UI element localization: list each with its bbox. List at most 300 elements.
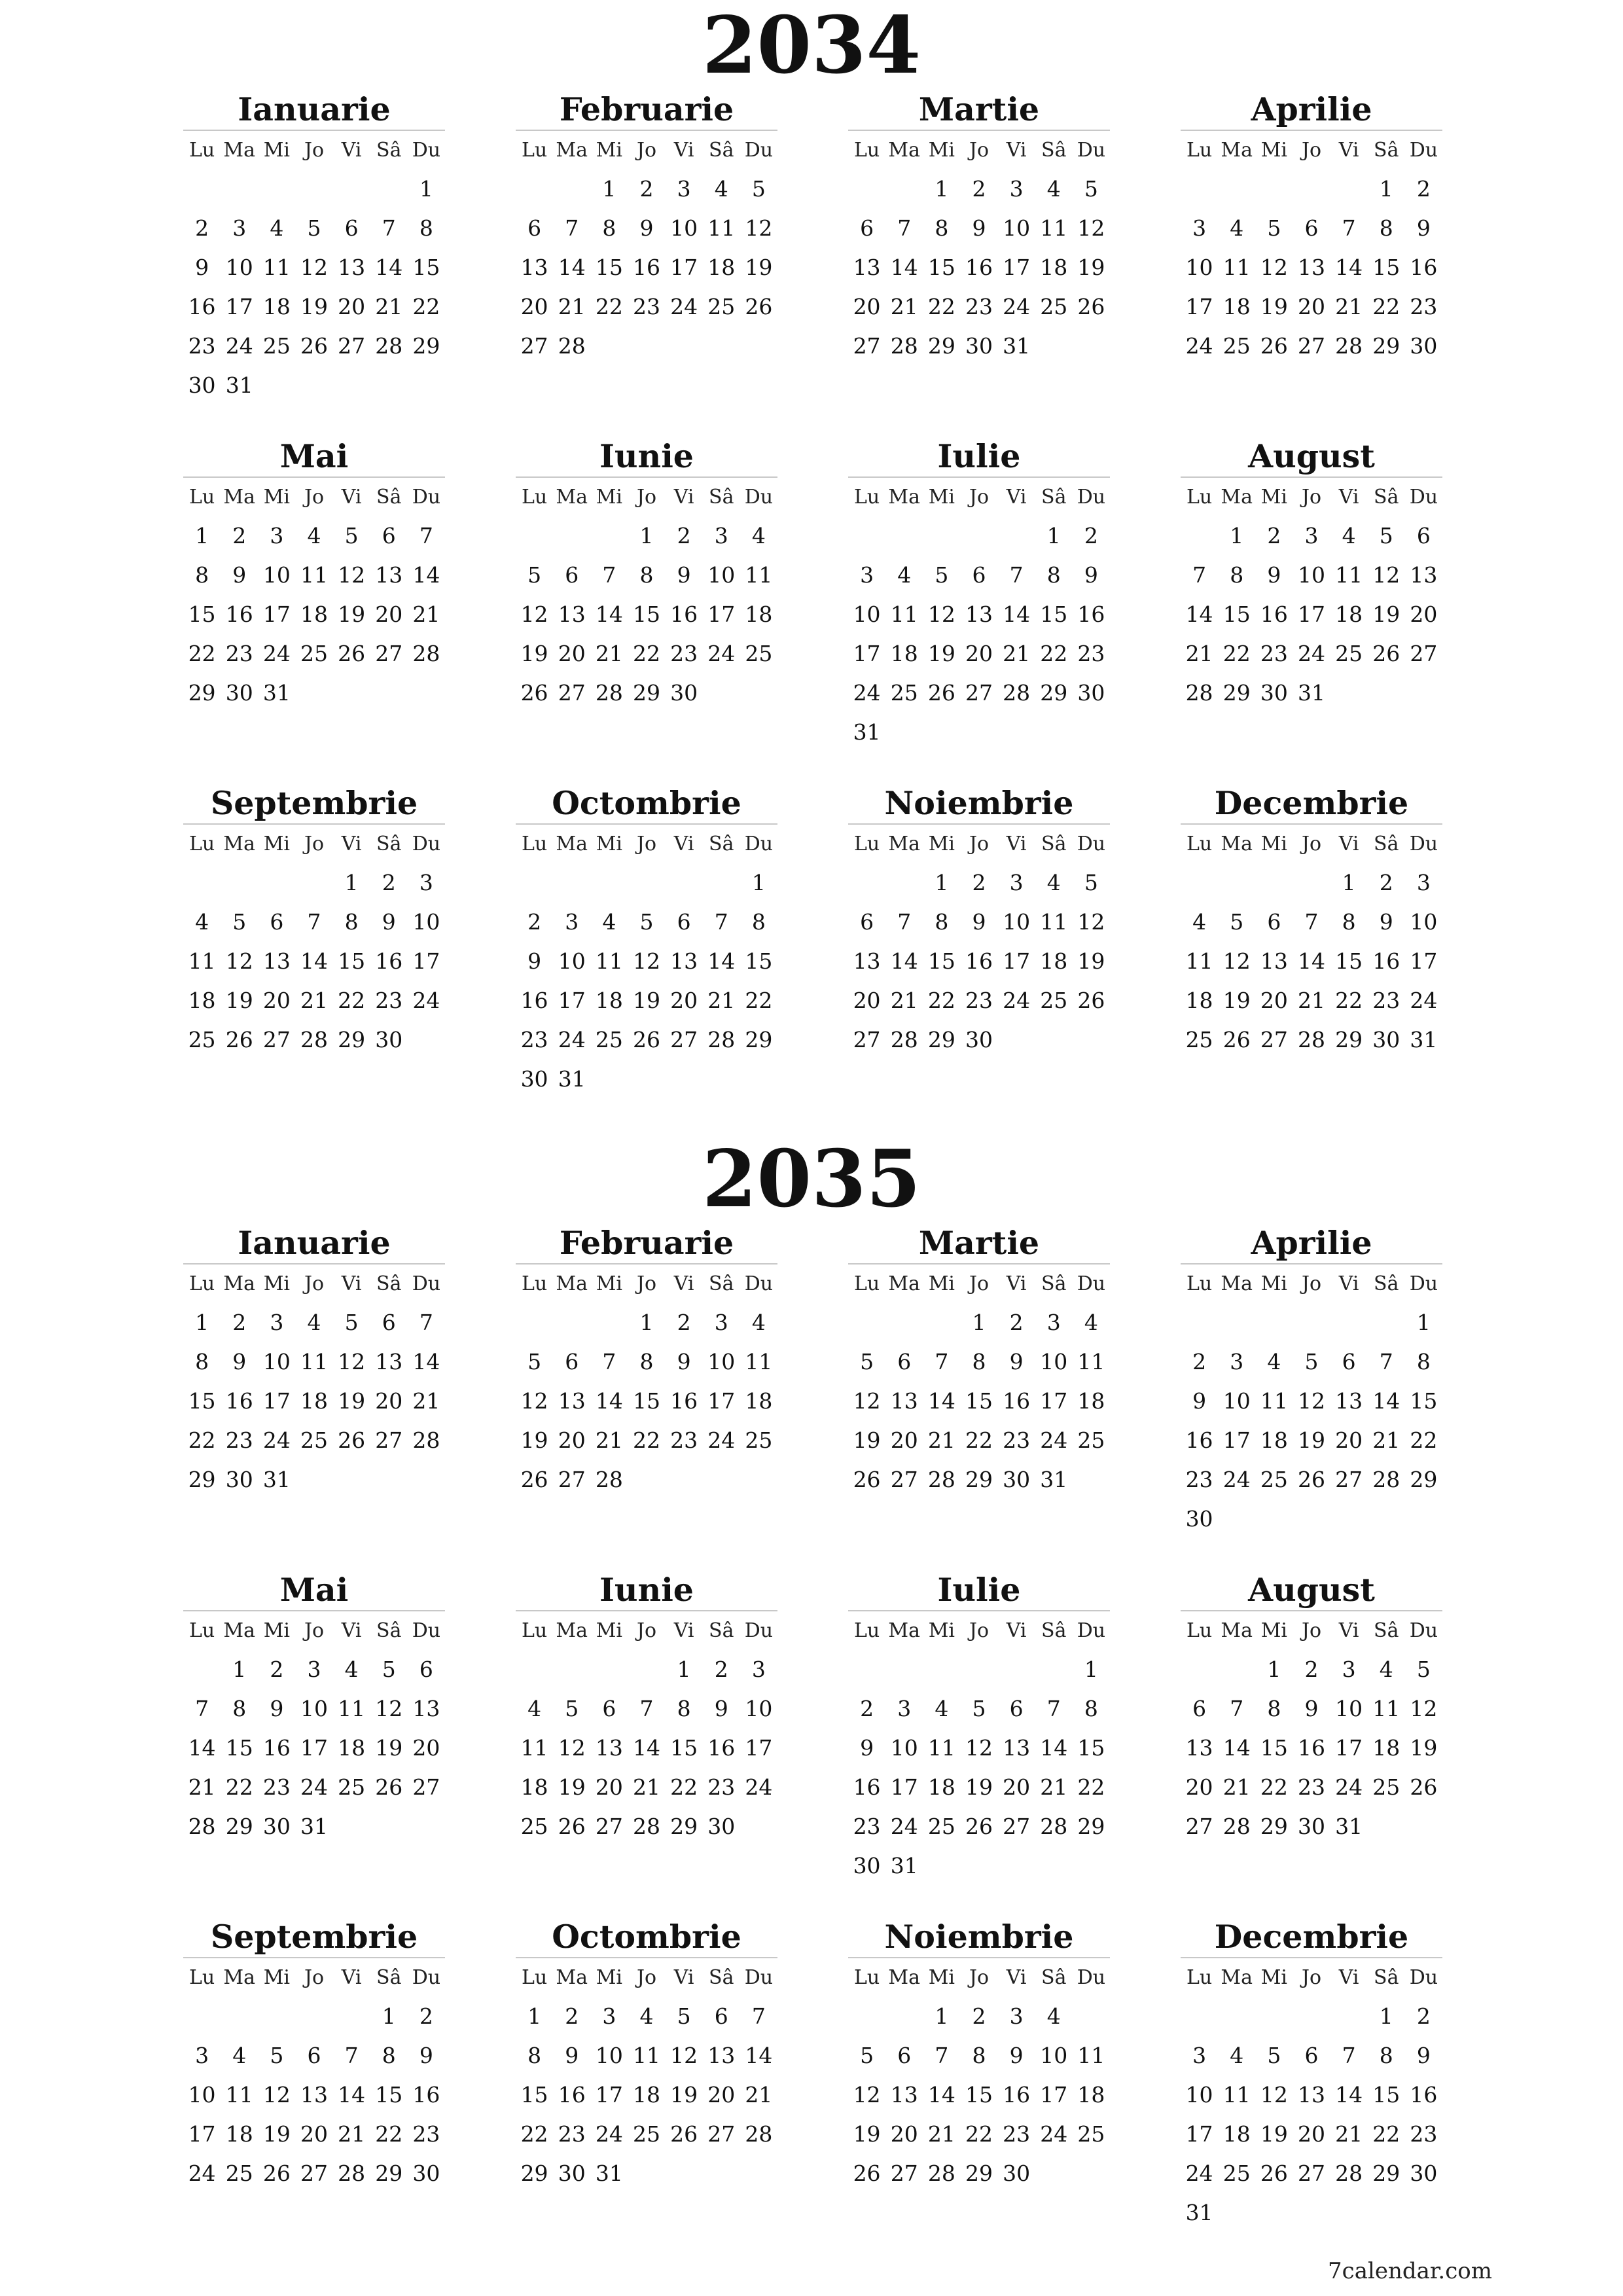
day-cell (1293, 1499, 1330, 1538)
weekday-header-row (848, 825, 1110, 863)
day-cell: 19 (1297, 1427, 1325, 1453)
day-cell: 25 (300, 640, 328, 666)
month-table (516, 1611, 777, 1846)
day-cell (333, 1806, 370, 1846)
day-cell: 4 (751, 1309, 766, 1335)
day-cell: 15 (1335, 948, 1363, 974)
week-row (848, 1728, 1110, 1767)
day-cell (1368, 1499, 1405, 1538)
week-row (848, 1649, 1110, 1689)
day-cell: 9 (1416, 215, 1431, 241)
day-cell: 26 (1260, 332, 1288, 359)
day-cell: 6 (602, 1695, 616, 1721)
day-cell (258, 365, 295, 404)
day-cell: 3 (714, 522, 728, 548)
day-cell: 27 (558, 1466, 586, 1492)
day-cell (1405, 673, 1442, 712)
day-cell (1035, 1649, 1073, 1689)
day-cell: 11 (632, 2042, 660, 2068)
day-cell (885, 1996, 923, 2036)
day-cell: 4 (1046, 175, 1061, 202)
day-cell (516, 516, 553, 555)
week-row (183, 634, 445, 673)
week-row (848, 555, 1110, 594)
day-cell: 28 (927, 2160, 955, 2186)
weekday-label: Mi (596, 1965, 622, 1989)
weekday-label: Lu (1186, 1965, 1213, 1989)
day-cell: 20 (375, 1388, 403, 1414)
day-cell: 21 (890, 293, 918, 319)
day-cell (885, 516, 923, 555)
day-cell: 21 (595, 640, 623, 666)
day-cell (740, 1806, 777, 1846)
day-cell: 20 (670, 987, 698, 1013)
day-cell: 22 (632, 1427, 660, 1453)
day-cell (1073, 712, 1110, 751)
week-row (1181, 1302, 1442, 1342)
day-cell: 25 (1185, 1026, 1213, 1052)
day-cell: 2 (195, 215, 209, 241)
day-cell: 17 (300, 1734, 328, 1761)
day-cell: 1 (382, 2003, 396, 2029)
day-cell: 13 (520, 254, 548, 280)
day-cell (1181, 1649, 1218, 1689)
day-cell: 12 (1410, 1695, 1438, 1721)
day-cell: 13 (1297, 254, 1325, 280)
day-cell: 11 (338, 1695, 366, 1721)
week-row (516, 1420, 777, 1460)
day-cell: 19 (632, 987, 660, 1013)
weekday-label: Sâ (376, 832, 402, 855)
weekday-label: Du (744, 1619, 774, 1642)
day-cell: 16 (1185, 1427, 1213, 1453)
day-cell: 18 (1077, 2081, 1105, 2108)
day-cell: 26 (632, 1026, 660, 1052)
day-cell (1368, 1302, 1405, 1342)
day-cell: 30 (225, 1466, 253, 1492)
weekday-label: Mi (1260, 138, 1287, 162)
day-cell: 26 (558, 1813, 586, 1839)
day-cell (998, 1020, 1035, 1059)
week-row (1181, 1420, 1442, 1460)
day-cell: 22 (375, 2121, 403, 2147)
weekday-label: Vi (673, 1272, 694, 1295)
weekday-label: Du (412, 1965, 441, 1989)
weekday-label: Ma (556, 1619, 588, 1642)
week-row (183, 594, 445, 634)
weekday-label: Jo (636, 832, 657, 855)
day-cell (1218, 863, 1255, 902)
day-cell: 5 (677, 2003, 691, 2029)
weekday-label: Vi (341, 1619, 362, 1642)
day-cell: 22 (632, 640, 660, 666)
day-cell: 7 (897, 908, 912, 935)
day-cell: 23 (262, 1774, 291, 1800)
day-cell: 15 (670, 1734, 698, 1761)
week-row (516, 1460, 777, 1499)
day-cell: 27 (890, 2160, 918, 2186)
day-cell: 15 (1040, 601, 1068, 627)
week-row (1181, 1996, 1442, 2036)
day-cell (1293, 2193, 1330, 2232)
day-cell: 1 (935, 175, 949, 202)
day-cell: 29 (1077, 1813, 1105, 1839)
day-cell: 27 (520, 332, 548, 359)
weekday-label: Lu (853, 1965, 880, 1989)
day-cell (960, 1649, 997, 1689)
day-cell: 1 (419, 175, 433, 202)
day-cell: 22 (1040, 640, 1068, 666)
day-cell: 5 (527, 1348, 542, 1374)
day-cell: 12 (670, 2042, 698, 2068)
day-cell: 11 (225, 2081, 253, 2108)
day-cell (553, 169, 590, 208)
day-cell: 25 (1040, 293, 1068, 319)
month-table (1181, 478, 1442, 712)
day-cell: 10 (1040, 1348, 1068, 1374)
week-row (183, 1728, 445, 1767)
day-cell: 25 (1040, 987, 1068, 1013)
day-cell: 1 (602, 175, 616, 202)
day-cell: 28 (1185, 679, 1213, 706)
day-cell: 10 (745, 1695, 773, 1721)
day-cell: 23 (188, 332, 216, 359)
day-cell: 4 (232, 2042, 247, 2068)
weekday-label: Jo (304, 138, 325, 162)
day-cell: 19 (670, 2081, 698, 2108)
weekday-label: Lu (853, 138, 880, 162)
day-cell: 16 (1003, 2081, 1031, 2108)
day-cell: 9 (1084, 562, 1098, 588)
weekday-label: Vi (1338, 485, 1359, 509)
day-cell (590, 516, 628, 555)
day-cell: 28 (558, 332, 586, 359)
day-cell: 14 (412, 562, 440, 588)
day-cell: 12 (225, 948, 253, 974)
day-cell: 27 (890, 1466, 918, 1492)
day-cell: 8 (195, 562, 209, 588)
day-cell: 27 (707, 2121, 736, 2147)
week-row (1181, 863, 1442, 902)
day-cell: 25 (338, 1774, 366, 1800)
day-cell: 31 (1040, 1466, 1068, 1492)
day-cell: 26 (670, 2121, 698, 2147)
day-cell: 13 (300, 2081, 328, 2108)
day-cell (923, 1846, 960, 1885)
day-cell: 15 (188, 601, 216, 627)
day-cell: 10 (1297, 562, 1325, 588)
week-row (1181, 555, 1442, 594)
day-cell: 17 (262, 1388, 291, 1414)
day-cell: 9 (232, 1348, 247, 1374)
day-cell (590, 1059, 628, 1098)
week-row (1181, 1689, 1442, 1728)
week-row (516, 2075, 777, 2114)
day-cell (740, 1059, 777, 1098)
day-cell: 3 (232, 215, 247, 241)
day-cell: 22 (965, 1427, 993, 1453)
day-cell (848, 169, 885, 208)
day-cell (1181, 1996, 1218, 2036)
day-cell: 30 (853, 1852, 881, 1878)
day-cell: 14 (300, 948, 328, 974)
day-cell (703, 1460, 740, 1499)
week-row (183, 1996, 445, 2036)
day-cell: 25 (890, 679, 918, 706)
day-cell: 29 (1040, 679, 1068, 706)
day-cell: 12 (1077, 908, 1105, 935)
day-cell: 13 (1335, 1388, 1363, 1414)
day-cell (960, 712, 997, 751)
weekday-header-row (183, 131, 445, 169)
day-cell: 19 (300, 293, 328, 319)
day-cell: 2 (639, 175, 654, 202)
week-row (1181, 980, 1442, 1020)
day-cell: 28 (1222, 1813, 1251, 1839)
day-cell: 2 (1267, 522, 1281, 548)
day-cell: 11 (927, 1734, 955, 1761)
week-row (183, 2153, 445, 2193)
day-cell: 12 (1260, 254, 1288, 280)
day-cell: 6 (860, 215, 874, 241)
day-cell: 30 (1003, 1466, 1031, 1492)
week-row (848, 634, 1110, 673)
weekday-label: Vi (1006, 1272, 1027, 1295)
day-cell: 13 (558, 1388, 586, 1414)
day-cell (998, 516, 1035, 555)
weekday-label: Sâ (1041, 1619, 1067, 1642)
day-cell: 17 (1222, 1427, 1251, 1453)
week-row (516, 1806, 777, 1846)
week-row (516, 2153, 777, 2193)
day-cell: 18 (927, 1774, 955, 1800)
day-cell: 5 (1379, 522, 1393, 548)
day-cell: 14 (1297, 948, 1325, 974)
day-cell: 12 (853, 1388, 881, 1414)
day-cell: 28 (1335, 332, 1363, 359)
day-cell: 28 (745, 2121, 773, 2147)
weekday-label: Du (1409, 1619, 1438, 1642)
day-cell: 28 (927, 1466, 955, 1492)
day-cell: 6 (344, 215, 359, 241)
day-cell: 15 (375, 2081, 403, 2108)
weekday-label: Lu (521, 1965, 548, 1989)
month-name: August (1181, 436, 1442, 478)
weekday-label: Mi (263, 1272, 290, 1295)
weekday-label: Ma (888, 138, 921, 162)
weekday-header-row (1181, 1611, 1442, 1649)
weekday-label: Du (1409, 1965, 1438, 1989)
weekday-label: Du (412, 832, 441, 855)
weekday-label: Sâ (1374, 832, 1399, 855)
day-cell: 11 (1372, 1695, 1400, 1721)
day-cell: 3 (1230, 1348, 1244, 1374)
year-grid-2034 (183, 89, 1442, 1130)
day-cell: 16 (1410, 2081, 1438, 2108)
day-cell: 2 (270, 1656, 284, 1682)
day-cell: 18 (745, 601, 773, 627)
day-cell: 22 (670, 1774, 698, 1800)
month-name: August (1181, 1570, 1442, 1611)
month-calendar (848, 89, 1110, 436)
day-cell: 9 (714, 1695, 728, 1721)
day-cell (590, 1302, 628, 1342)
weekday-label: Mi (1260, 1619, 1287, 1642)
day-cell: 7 (1342, 215, 1356, 241)
day-cell: 21 (412, 1388, 440, 1414)
day-cell: 7 (382, 215, 396, 241)
weekday-label: Sâ (709, 832, 734, 855)
weekday-label: Sâ (709, 1272, 734, 1295)
day-cell: 30 (375, 1026, 403, 1052)
day-cell (1405, 2193, 1442, 2232)
day-cell: 19 (225, 987, 253, 1013)
day-cell: 31 (262, 679, 291, 706)
day-cell: 8 (1084, 1695, 1098, 1721)
month-name: Mai (183, 1570, 445, 1611)
month-name: Martie (848, 1223, 1110, 1265)
month-table (183, 1958, 445, 2193)
week-row (183, 169, 445, 208)
day-cell: 22 (1335, 987, 1363, 1013)
month-table (848, 131, 1110, 365)
day-cell: 7 (1230, 1695, 1244, 1721)
day-cell: 15 (188, 1388, 216, 1414)
day-cell: 28 (890, 332, 918, 359)
day-cell: 22 (520, 2121, 548, 2147)
week-row (516, 980, 777, 1020)
day-cell: 19 (927, 640, 955, 666)
weekday-label: Du (1077, 832, 1106, 855)
day-cell: 21 (188, 1774, 216, 1800)
week-row (516, 1302, 777, 1342)
day-cell: 2 (677, 522, 691, 548)
day-cell: 27 (1297, 2160, 1325, 2186)
day-cell: 28 (300, 1026, 328, 1052)
month-name: Mai (183, 436, 445, 478)
week-row (1181, 1499, 1442, 1538)
day-cell: 24 (707, 1427, 736, 1453)
day-cell: 18 (595, 987, 623, 1013)
day-cell: 4 (1046, 2003, 1061, 2029)
week-row (1181, 1342, 1442, 1381)
day-cell: 4 (1230, 215, 1244, 241)
day-cell: 26 (853, 1466, 881, 1492)
weekday-label: Mi (928, 832, 955, 855)
day-cell: 7 (1304, 908, 1319, 935)
weekday-label: Mi (1260, 832, 1287, 855)
site-footer: 7calendar.com (1328, 2258, 1492, 2284)
day-cell: 23 (375, 987, 403, 1013)
day-cell (1218, 2193, 1255, 2232)
week-row (516, 673, 777, 712)
day-cell: 15 (412, 254, 440, 280)
day-cell: 31 (1335, 1813, 1363, 1839)
day-cell: 23 (1410, 293, 1438, 319)
month-name: Iunie (516, 1570, 777, 1611)
day-cell: 15 (965, 2081, 993, 2108)
day-cell (885, 863, 923, 902)
day-cell: 11 (1222, 254, 1251, 280)
week-row (848, 1302, 1110, 1342)
day-cell: 3 (1304, 522, 1319, 548)
day-cell: 1 (527, 2003, 542, 2029)
day-cell (370, 365, 408, 404)
day-cell: 24 (262, 1427, 291, 1453)
day-cell: 28 (632, 1813, 660, 1839)
day-cell: 22 (745, 987, 773, 1013)
weekday-label: Vi (1338, 832, 1359, 855)
day-cell: 26 (1260, 2160, 1288, 2186)
day-cell: 15 (927, 254, 955, 280)
day-cell: 29 (338, 1026, 366, 1052)
day-cell: 25 (1335, 640, 1363, 666)
day-cell: 8 (382, 2042, 396, 2068)
day-cell: 19 (1410, 1734, 1438, 1761)
day-cell: 3 (195, 2042, 209, 2068)
weekday-header-row (1181, 478, 1442, 516)
month-table (183, 825, 445, 1059)
weekday-label: Lu (521, 832, 548, 855)
day-cell (1218, 1499, 1255, 1538)
day-cell (1181, 863, 1218, 902)
day-cell: 12 (375, 1695, 403, 1721)
day-cell: 19 (1372, 601, 1400, 627)
day-cell: 30 (1003, 2160, 1031, 2186)
week-row (848, 516, 1110, 555)
day-cell (1330, 2193, 1368, 2232)
week-row (848, 2153, 1110, 2193)
month-name: Noiembrie (848, 1916, 1110, 1958)
month-table (516, 825, 777, 1098)
day-cell: 13 (338, 254, 366, 280)
weekday-label: Lu (1186, 832, 1213, 855)
day-cell: 26 (1077, 987, 1105, 1013)
day-cell: 4 (897, 562, 912, 588)
month-table (848, 478, 1110, 751)
day-cell: 16 (670, 601, 698, 627)
weekday-label: Mi (928, 1272, 955, 1295)
day-cell: 7 (714, 908, 728, 935)
weekday-header-row (183, 1958, 445, 1996)
day-cell: 10 (1185, 254, 1213, 280)
day-cell: 20 (558, 1427, 586, 1453)
day-cell: 21 (300, 987, 328, 1013)
weekday-label: Mi (596, 138, 622, 162)
day-cell: 24 (1040, 2121, 1068, 2147)
day-cell: 14 (412, 1348, 440, 1374)
day-cell: 11 (520, 1734, 548, 1761)
week-row (848, 902, 1110, 941)
day-cell (1218, 1649, 1255, 1689)
day-cell: 15 (1222, 601, 1251, 627)
weekday-label: Ma (1221, 485, 1253, 509)
day-cell: 4 (714, 175, 728, 202)
weekday-label: Sâ (1041, 138, 1067, 162)
day-cell: 24 (745, 1774, 773, 1800)
day-cell: 20 (853, 293, 881, 319)
week-row (848, 2075, 1110, 2114)
weekday-label: Vi (1006, 1965, 1027, 1989)
week-row (1181, 941, 1442, 980)
day-cell: 25 (1077, 2121, 1105, 2147)
month-calendar (516, 1916, 777, 2263)
day-cell: 17 (188, 2121, 216, 2147)
weekday-label: Lu (188, 485, 215, 509)
day-cell: 6 (1304, 2042, 1319, 2068)
day-cell: 1 (232, 1656, 247, 1682)
day-cell: 7 (1379, 1348, 1393, 1374)
